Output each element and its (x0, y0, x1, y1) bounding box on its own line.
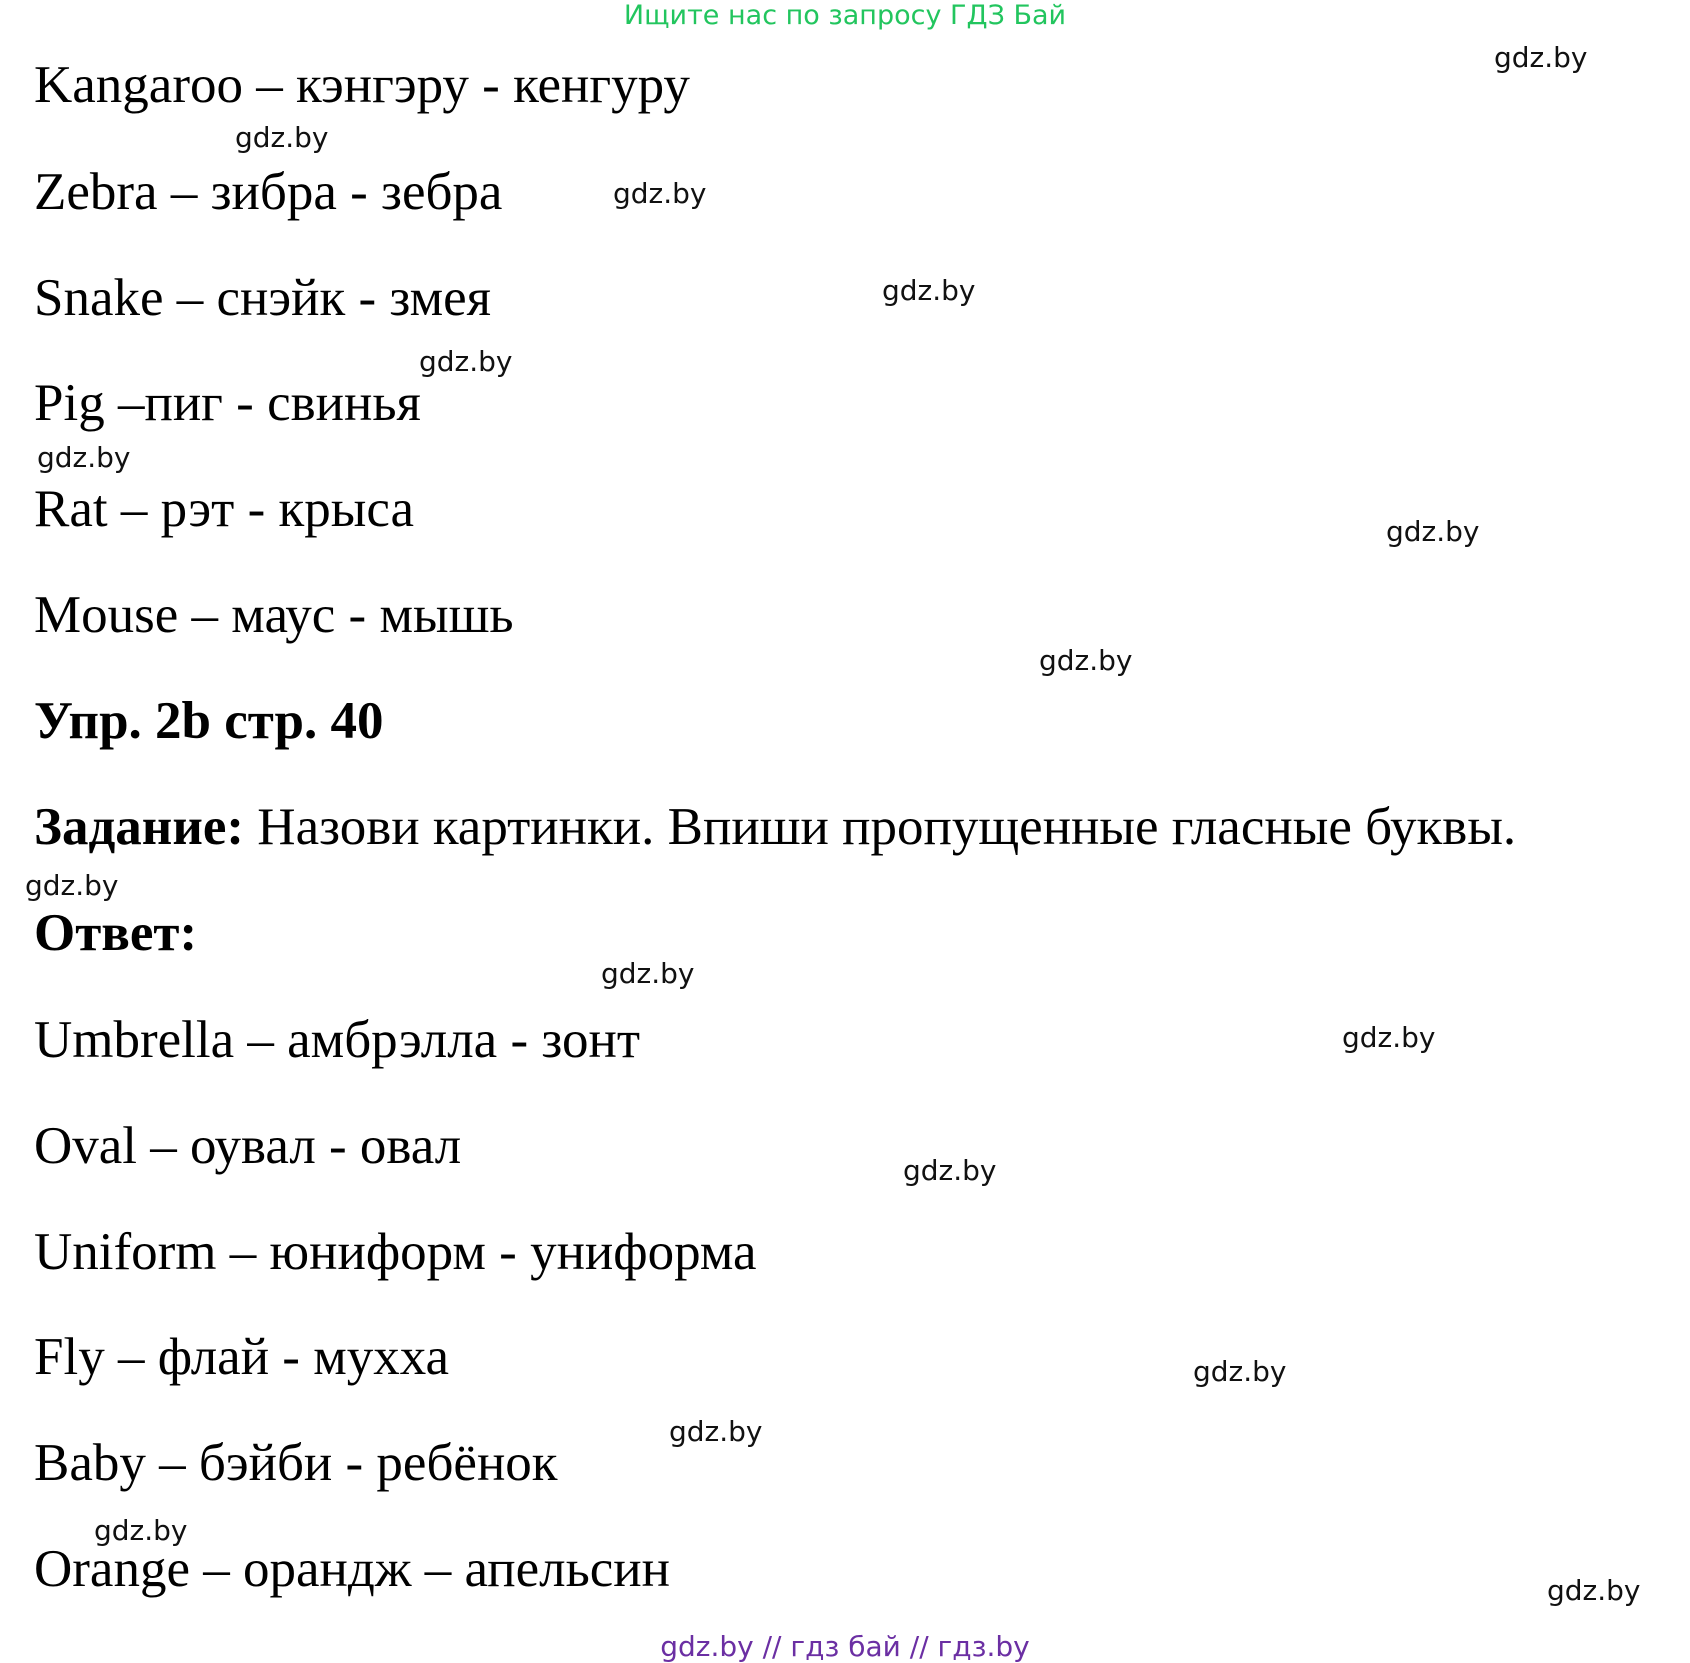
watermark: gdz.by (1494, 41, 1588, 74)
search-banner: Ищите нас по запросу ГДЗ Бай (623, 0, 1067, 31)
watermark: gdz.by (903, 1154, 997, 1187)
watermark: gdz.by (613, 177, 707, 210)
watermark: gdz.by (669, 1415, 763, 1448)
vocab-line-baby: Baby – бэйби - ребёнок (34, 1434, 558, 1492)
vocab-line-orange: Orange – орандж – апельсин (34, 1540, 671, 1598)
watermark: gdz.by (1039, 644, 1133, 677)
watermark: gdz.by (1547, 1574, 1641, 1607)
task-text: Назови картинки. Впиши пропущенные гласные буквы. (244, 798, 1517, 856)
vocab-line-kangaroo: Kangaroo – кэнгэру - кенгуру (34, 56, 690, 114)
task-label: Задание: (34, 798, 245, 856)
vocab-line-zebra: Zebra – зибра - зебра (34, 163, 503, 221)
vocab-line-mouse: Mouse – маус - мышь (34, 586, 514, 644)
watermark: gdz.by (882, 274, 976, 307)
vocab-line-snake: Snake – снэйк - змея (34, 269, 492, 327)
watermark: gdz.by (94, 1514, 188, 1547)
watermark: gdz.by (235, 121, 329, 154)
watermark: gdz.by (1342, 1021, 1436, 1054)
watermark: gdz.by (25, 869, 119, 902)
vocab-line-rat: Rat – рэт - крыса (34, 480, 415, 538)
watermark: gdz.by (37, 441, 131, 474)
task-line (34, 797, 1516, 857)
footer-links: gdz.by // гдз бай // гдз.by (660, 1630, 1030, 1663)
answer-label: Ответ: (34, 904, 198, 962)
vocab-line-pig: Pig –пиг - свинья (34, 374, 421, 432)
watermark: gdz.by (1193, 1355, 1287, 1388)
watermark: gdz.by (419, 345, 513, 378)
vocab-line-fly: Fly – флай - мухха (34, 1328, 450, 1386)
vocab-line-umbrella: Umbrella – амбрэлла - зонт (34, 1011, 641, 1069)
exercise-title: Упр. 2b стр. 40 (34, 692, 384, 750)
watermark: gdz.by (601, 957, 695, 990)
vocab-line-uniform: Uniform – юниформ - униформа (34, 1223, 757, 1281)
watermark: gdz.by (1386, 515, 1480, 548)
vocab-line-oval: Oval – оувал - овал (34, 1117, 462, 1175)
